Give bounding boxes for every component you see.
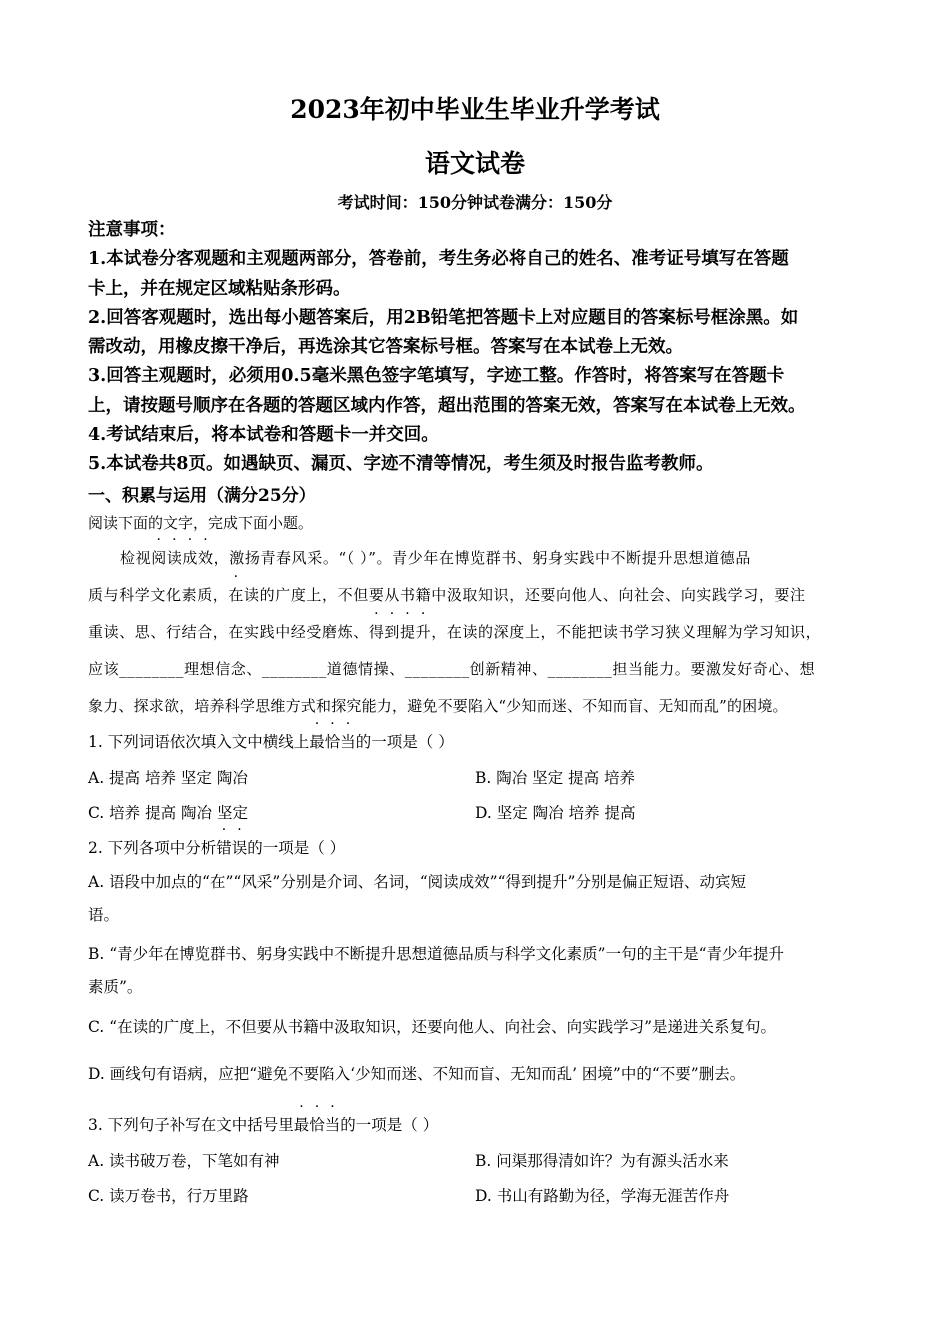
question-2-stem xyxy=(88,836,345,858)
notes-line: 上，请按题号顺序在各题的答题区域内作答，超出范围的答案无效，答案写在本试卷上无效。 xyxy=(88,395,806,416)
reading-instruction: 阅读下面的文字，完成下面小题。 xyxy=(88,514,314,532)
question-3-stem xyxy=(88,1113,438,1135)
dotted-words: 最恰当 xyxy=(293,1116,341,1134)
passage-line-3 xyxy=(88,614,878,651)
q3-option-c: C. 读万卷书，行万里路 xyxy=(88,1187,249,1205)
section-title: 一、积累与运用（满分25分） xyxy=(88,486,316,506)
q1-option-d: D. 坚定 陶冶 培养 提高 xyxy=(475,804,636,822)
option-text: C. “在读的广度上，不但要从书籍中汲取知识，还要向他人、向社会、向实践学习”是递进关系复句。 xyxy=(88,1018,777,1036)
q2-option-a xyxy=(88,866,878,932)
q3-option-d: D. 书山有路勤为径，学海无涯苦作舟 xyxy=(475,1187,730,1205)
passage-text: 检视 xyxy=(120,549,152,567)
dotted-word: 在 xyxy=(228,586,245,604)
reading-passage xyxy=(88,540,878,725)
option-text: 语。 xyxy=(88,906,120,924)
notes-line: 1.本试卷分客观题和主观题两部分，答卷前，考生务必将自己的姓名、准考证号填写在答题 xyxy=(88,249,789,270)
q1-option-b: B. 陶冶 坚定 提高 培养 xyxy=(475,769,636,787)
passage-text: 读的广度上，不但要从书籍中汲取知识，还要向他人、向社会、向实践学习，要注 xyxy=(244,586,806,604)
underlined-sentence: 象力、探求欲，培养科学思维方式和探究能力，避免不要陷入“少知而迷、不知而盲、无知而乱”的困境 xyxy=(88,697,773,715)
dotted-words: 阅读成效 xyxy=(151,549,214,567)
option-text: B. “青少年在博览群书、躬身实践中不断提升思想道德品质与科学文化素质”一句的主干是“青少年提升 xyxy=(88,945,785,963)
passage-line-2 xyxy=(88,577,878,614)
stem-text: 的一项是（ ） xyxy=(247,839,346,857)
stem-text: 的一项是（ ） xyxy=(340,1116,439,1134)
stem-text: 的一项是（ ） xyxy=(355,733,454,751)
q2-option-d xyxy=(88,1058,878,1091)
notes-line: 卡上，并在规定区域粘贴条形码。 xyxy=(88,278,351,299)
passage-line-1 xyxy=(88,540,878,577)
option-text: 素质”。 xyxy=(88,978,143,996)
stem-text: 1. 下列词语依次填入文中横线上 xyxy=(88,733,310,751)
subject-title: 语文试卷 xyxy=(424,149,525,178)
passage-text: ，在读的深度上，不能把读书学习狭义理解为学习知识， xyxy=(431,623,822,641)
passage-text: ，激扬青春风采。“（ ）”。青少年在博览群书、躬身实践中不断提升思想道德品 xyxy=(213,549,751,567)
q2-option-b xyxy=(88,938,878,1004)
q1-option-c: C. 培养 提高 陶冶 坚定 xyxy=(88,804,248,822)
q2-option-c xyxy=(88,1011,878,1044)
exam-title: 2023年初中毕业生毕业升学考试 xyxy=(290,95,660,124)
stem-text: 2. 下列各项中分析 xyxy=(88,839,217,857)
exam-info: 考试时间：150分钟试卷满分：150分 xyxy=(337,193,613,212)
notes-block xyxy=(88,216,878,480)
dotted-words: 得到提升 xyxy=(368,623,432,641)
stem-text: 3. 下列句子补写在文中括号里 xyxy=(88,1116,294,1134)
option-text: D. 画线句有语病，应把“避免不要陷入‘少知而迷、不知而盲、无知而乱’ 困境”中的“不要”删去。 xyxy=(88,1065,746,1083)
question-1-stem xyxy=(88,730,454,752)
notes-line: 3.回答主观题时，必须用0.5毫米黑色签字笔填写，字迹工整。作答时，将答案写在答题卡 xyxy=(88,366,785,387)
notes-line: 5.本试卷共8页。如遇缺页、漏页、字迹不清等情况，考生须及时报告监考教师。 xyxy=(88,454,714,475)
dotted-words: 错误 xyxy=(216,839,248,857)
passage-text: 质与科学文化素质， xyxy=(88,586,229,604)
passage-text: 重读、思、行结合，在实践中经受磨炼、 xyxy=(88,623,369,641)
q3-option-b: B. 问渠那得清如许？为有源头活水来 xyxy=(475,1152,729,1170)
notes-line: 2.回答客观题时，选出每小题答案后，用2B铅笔把答题卡上对应题目的答案标号框涂黑。如 xyxy=(88,307,799,328)
q3-option-a: A. 读书破万卷，下笔如有神 xyxy=(88,1152,280,1170)
passage-line-4: 应该________理想信念、________道德情操、________创新精神、________担当能力。要激发好奇心、想 xyxy=(88,660,816,678)
dotted-words: 最恰当 xyxy=(309,733,356,751)
notes-line: 4.考试结束后，将本试卷和答题卡一并交回。 xyxy=(88,425,439,446)
passage-text: 。 xyxy=(772,697,788,715)
notes-heading: 注意事项： xyxy=(88,220,176,240)
option-text: A. 语段中加点的“在”“风采”分别是介词、名词，“阅读成效”“得到提升”分别是偏正短语、动宾短 xyxy=(88,873,746,891)
passage-line-5 xyxy=(88,688,878,725)
notes-line: 需改动，用橡皮擦干净后，再选涂其它答案标号框。答案写在本试卷上无效。 xyxy=(88,337,683,358)
q1-option-a: A. 提高 培养 坚定 陶冶 xyxy=(88,769,248,787)
